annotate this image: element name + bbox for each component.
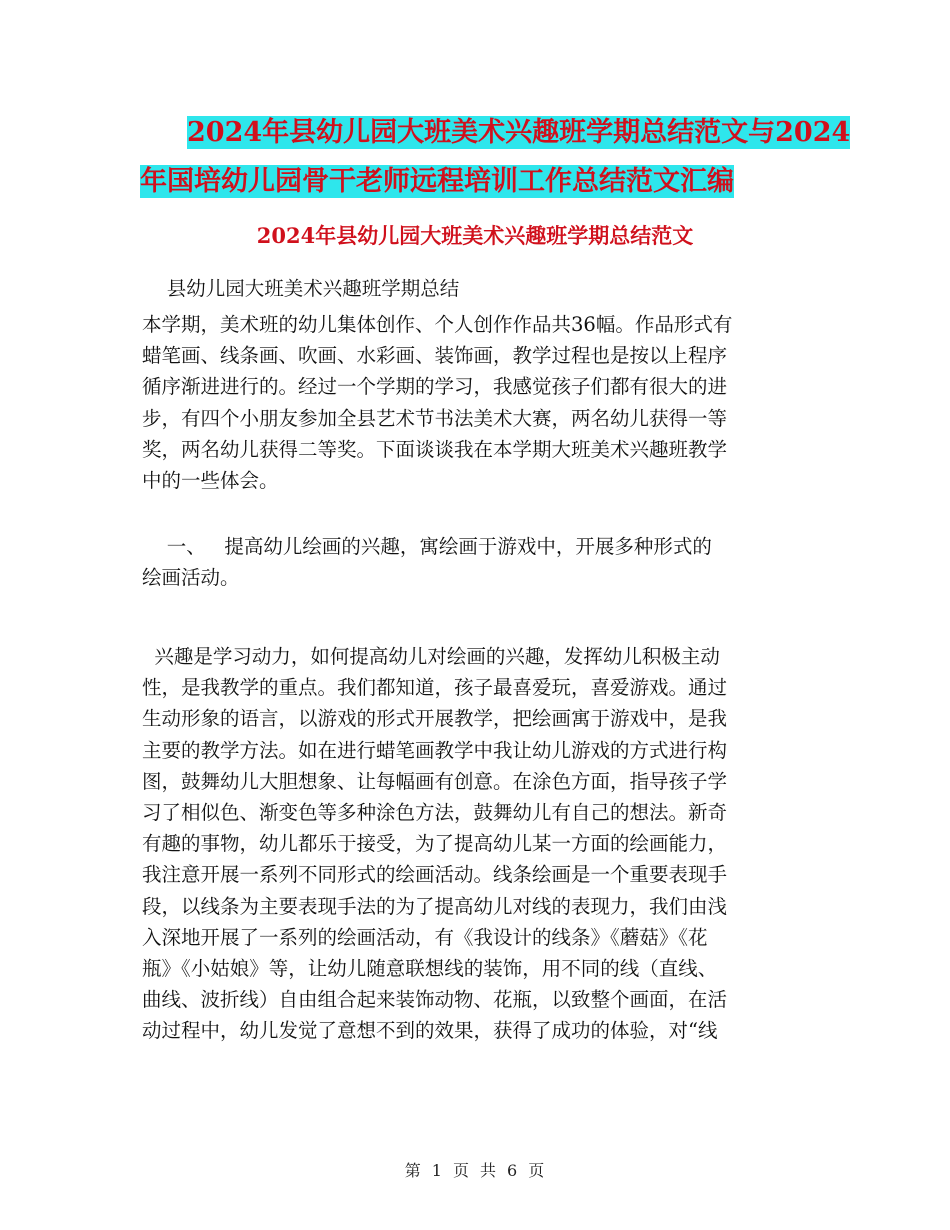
paragraph-line: 循序渐进进行的。经过一个学期的学习，我感觉孩子们都有很大的进 — [142, 375, 728, 399]
footer-total-prefix: 共 — [480, 1161, 498, 1180]
paragraph-line: 习了相似色、渐变色等多种涂色方法，鼓舞幼儿有自己的想法。新奇 — [142, 800, 728, 824]
paragraph-2 — [142, 641, 810, 1046]
paragraph-line: 动过程中，幼儿发觉了意想不到的效果，获得了成功的体验，对“线 — [142, 1019, 718, 1043]
page-footer — [0, 1158, 950, 1181]
total-pages: 6 — [507, 1161, 519, 1180]
paragraph-line: 兴趣是学习动力，如何提高幼儿对绘画的兴趣，发挥幼儿积极主动 — [142, 645, 720, 668]
paragraph-line: 瓶》《小姑娘》等，让幼儿随意联想线的装饰，用不同的线（直线、 — [142, 956, 718, 980]
paragraph-line: 图，鼓舞幼儿大胆想象、让每幅画有创意。在涂色方面，指导孩子学 — [142, 769, 728, 793]
paragraph-1 — [142, 309, 810, 496]
section-title: 2024年县幼儿园大班美术兴趣班学期总结范文 — [256, 223, 694, 248]
paragraph-line: 入深地开展了一系列的绘画活动，有《我设计的线条》《蘑菇》《花 — [142, 925, 708, 949]
footer-total-suffix: 页 — [528, 1161, 546, 1180]
paragraph-line: 中的一些体会。 — [142, 468, 279, 492]
footer-prefix: 第 — [404, 1161, 422, 1180]
document-title — [140, 108, 851, 206]
heading-line: 一、 提高幼儿绘画的兴趣，寓绘画于游戏中，开展多种形式的 — [142, 535, 712, 558]
page-number: 1 — [431, 1161, 443, 1180]
intro-text: 县幼儿园大班美术兴趣班学期总结 — [142, 277, 460, 300]
paragraph-line: 我注意开展一系列不同形式的绘画活动。线条绘画是一个重要表现手 — [142, 863, 728, 887]
intro-line — [142, 273, 810, 304]
document-title-line-2: 年国培幼儿园骨干老师远程培训工作总结范文汇编 — [140, 166, 734, 197]
paragraph-line: 性，是我教学的重点。我们都知道，孩子最喜爱玩，喜爱游戏。通过 — [142, 676, 728, 700]
paragraph-line: 曲线、波折线）自由组合起来装饰动物、花瓶，以致整个画面，在活 — [142, 988, 728, 1012]
paragraph-line: 步，有四个小朋友参加全县艺术节书法美术大赛，两名幼儿获得一等 — [142, 406, 728, 430]
footer-page-label: 页 — [452, 1161, 470, 1180]
paragraph-line: 蜡笔画、线条画、吹画、水彩画、装饰画，教学过程也是按以上程序 — [142, 344, 728, 368]
document-title-line-1: 2024年县幼儿园大班美术兴趣班学期总结范文与2024 — [187, 117, 851, 148]
paragraph-line: 生动形象的语言，以游戏的形式开展教学，把绘画寓于游戏中，是我 — [142, 707, 728, 731]
heading-1 — [142, 531, 810, 593]
paragraph-line: 有趣的事物，幼儿都乐于接受，为了提高幼儿某一方面的绘画能力， — [142, 832, 728, 856]
paragraph-line: 主要的教学方法。如在进行蜡笔画教学中我让幼儿游戏的方式进行构 — [142, 738, 728, 762]
paragraph-line: 段，以线条为主要表现手法的为了提高幼儿对线的表现力，我们由浅 — [142, 894, 728, 918]
heading-line: 绘画活动。 — [142, 566, 240, 590]
paragraph-line: 奖，两名幼儿获得二等奖。下面谈谈我在本学期大班美术兴趣班教学 — [142, 437, 728, 461]
paragraph-line: 本学期，美术班的幼儿集体创作、个人创作作品共36幅。作品形式有 — [142, 313, 733, 336]
